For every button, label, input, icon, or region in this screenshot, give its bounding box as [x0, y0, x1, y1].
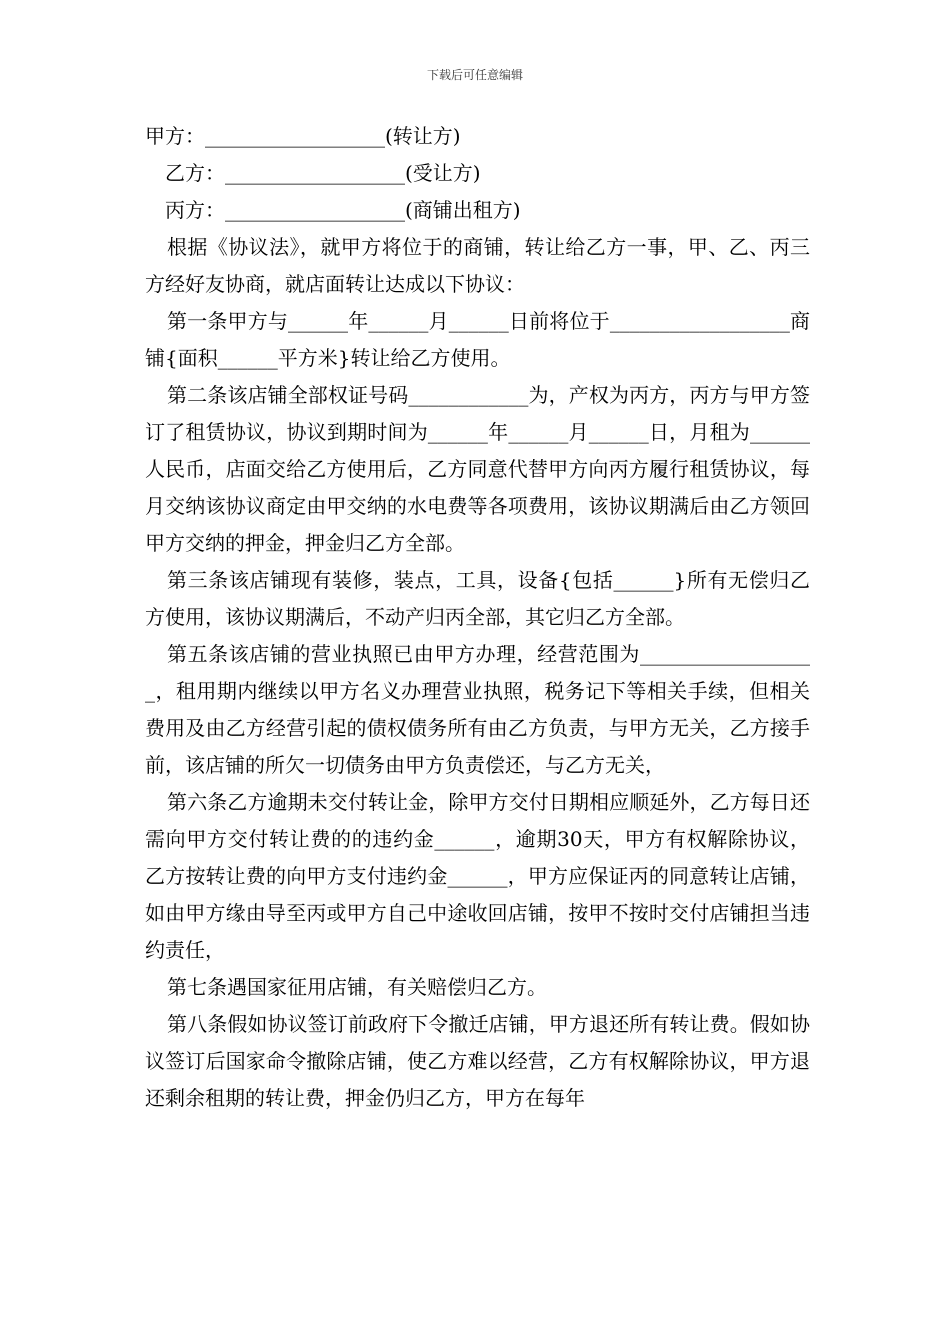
party-a-line: 甲方：__________________(转让方)	[145, 124, 461, 148]
clause-6-paragraph: 第六条乙方逾期未交付转让金，除甲方交付日期相应顺延外，乙方每日还需向甲方交付转让费的的违约金______，逾期30天，甲方有权解除协议，乙方按转让费的向甲方支付违约金______，甲方应保证丙的同意转让店铺，如由甲方缘由导至丙或甲方自己中途收回店铺，按甲不按时交付店铺担当违约责任，	[145, 790, 810, 962]
clause-8-paragraph: 第八条假如协议签订前政府下令撤迁店铺，甲方退还所有转让费。假如协议签订后国家命令撤除店铺，使乙方难以经营，乙方有权解除协议，甲方退还剩余租期的转让费，押金仍归乙方，甲方在每年	[145, 1012, 810, 1110]
clause-7-paragraph: 第七条遇国家征用店铺，有关赔偿归乙方。	[167, 975, 547, 999]
party-c-line: 丙方：__________________(商铺出租方)	[165, 198, 521, 222]
party-b-line: 乙方：__________________(受让方)	[165, 161, 481, 185]
clause-2-paragraph: 第二条该店铺全部权证号码____________为，产权为丙方，丙方与甲方签订了租赁协议，协议到期时间为______年______月______日，月租为______人民币，店面交给乙方使用后，乙方同意代替甲方向丙方履行租赁协议，每月交纳该协议商定由甲交纳的水电费等各项费用，该协议期满后由乙方领回甲方交纳的押金，押金归乙方全部。	[145, 383, 810, 555]
preamble-paragraph: 根据《协议法》，就甲方将位于的商铺，转让给乙方一事，甲、乙、丙三方经好友协商，就店面转让达成以下协议：	[145, 235, 810, 296]
contract-body	[145, 118, 810, 1117]
clause-3-paragraph: 第三条该店铺现有装修，装点，工具，设备{包括______}所有无偿归乙方使用，该协议期满后，不动产归丙全部，其它归乙方全部。	[145, 568, 810, 629]
clause-1-paragraph: 第一条甲方与______年______月______日前将位于__________________商铺{面积______平方米}转让给乙方使用。	[145, 309, 810, 370]
clause-5-paragraph: 第五条该店铺的营业执照已由甲方办理，经营范围为__________________，租用期内继续以甲方名义办理营业执照，税务记下等相关手续，但相关费用及由乙方经营引起的债权债务所有由乙方负责，与甲方无关，乙方接手前，该店铺的所欠一切债务由甲方负责偿还，与乙方无关，	[145, 642, 810, 777]
page-header: 下载后可任意编辑	[426, 68, 523, 82]
